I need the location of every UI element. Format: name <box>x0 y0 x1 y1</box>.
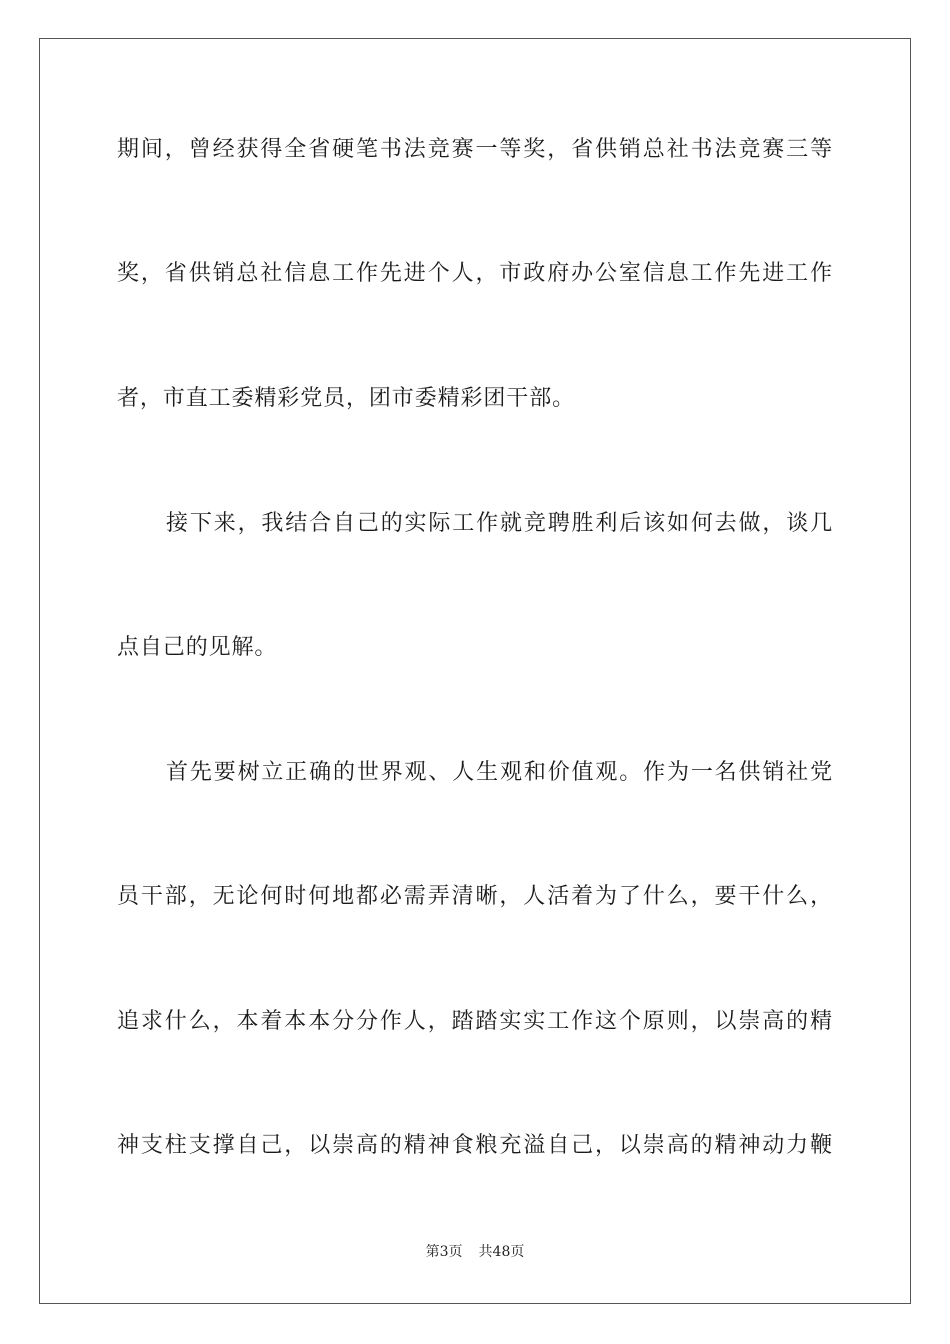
paragraph-2-line-1: 接下来，我结合自己的实际工作就竞聘胜利后该如何去做，谈几 <box>166 511 833 536</box>
page-number: 第3页 <box>425 1244 463 1260</box>
page-footer <box>0 1243 950 1261</box>
paragraph-3-line-2: 员干部，无论何时何地都必需弄清晰，人活着为了什么，要干什么， <box>117 884 833 909</box>
paragraph-1-line-2: 奖，省供销总社信息工作先进个人，市政府办公室信息工作先进工作 <box>117 261 833 286</box>
paragraph-1-line-3: 者，市直工委精彩党员，团市委精彩团干部。 <box>117 386 576 411</box>
page-border <box>39 38 911 1304</box>
page-total: 共48页 <box>478 1244 525 1260</box>
paragraph-1-line-1: 期间，曾经获得全省硬笔书法竞赛一等奖，省供销总社书法竞赛三等 <box>117 137 833 162</box>
paragraph-3-line-3: 追求什么，本着本本分分作人，踏踏实实工作这个原则，以崇高的精 <box>117 1009 833 1034</box>
paragraph-3-line-1: 首先要树立正确的世界观、人生观和价值观。作为一名供销社党 <box>166 760 833 785</box>
paragraph-3-line-4: 神支柱支撑自己，以崇高的精神食粮充溢自己，以崇高的精神动力鞭 <box>117 1133 833 1158</box>
paragraph-2-line-2: 点自己的见解。 <box>117 635 278 660</box>
